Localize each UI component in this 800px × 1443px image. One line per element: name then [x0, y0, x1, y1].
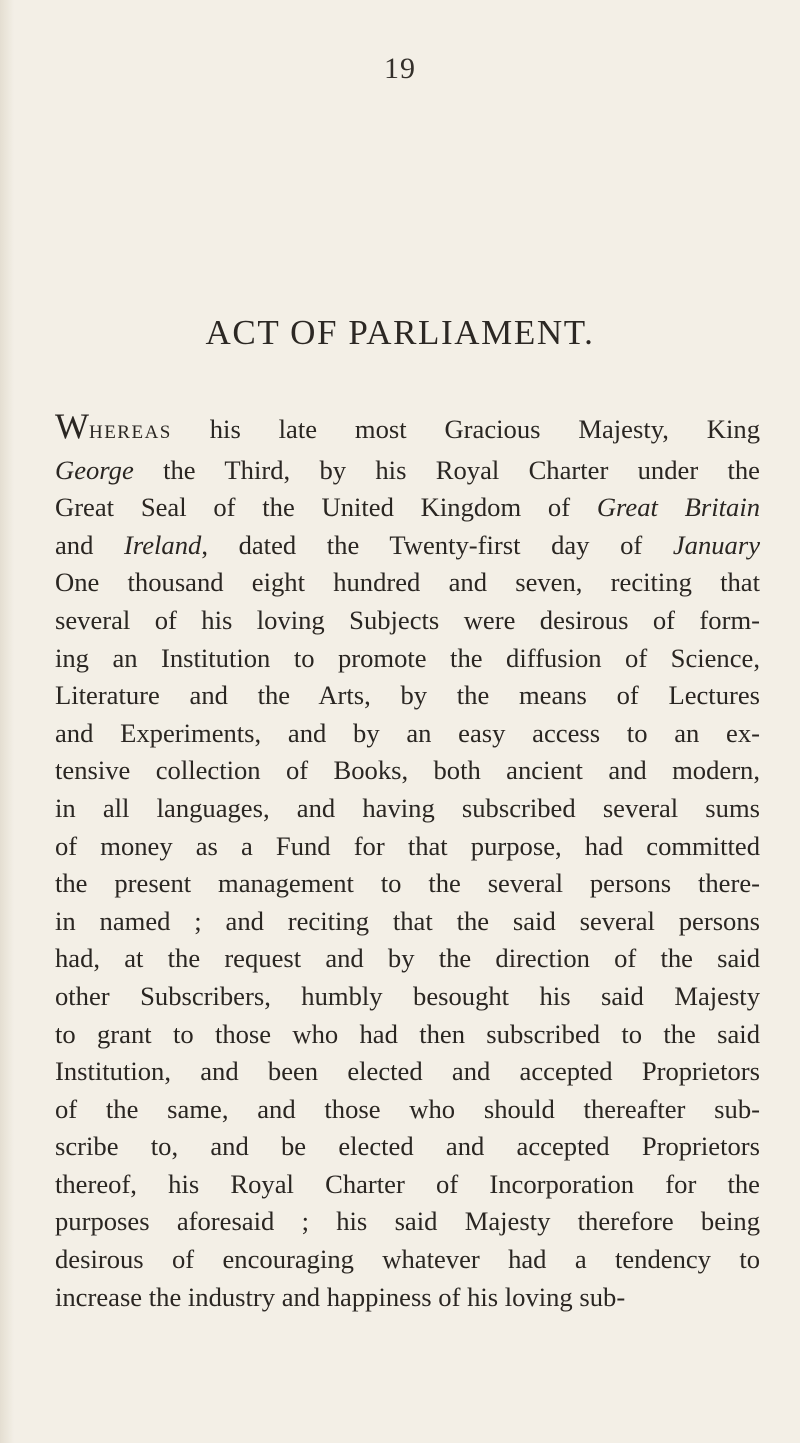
italic-text: Great Britain [596, 492, 760, 523]
paragraph-line: and Experiments, and by an easy access to an ex- [55, 717, 760, 748]
paragraph-line: to grant to those who had then subscribed to the said [55, 1018, 760, 1049]
paragraph-line [55, 527, 760, 565]
paragraph-line: tensive collection of Books, both ancient and modern, [55, 755, 760, 786]
paragraph-line: of money as a Fund for that purpose, had committed [55, 830, 760, 861]
italic-text: George [55, 454, 134, 485]
paragraph-line: had, at the request and by the direction of the said [55, 943, 760, 974]
paragraph-line: Institution, and been elected and accepted Proprietors [55, 1056, 760, 1087]
line-text: his late most Gracious Majesty, King [171, 414, 760, 444]
paragraph-line: ing an Institution to promote the diffusion of Science, [55, 642, 760, 673]
paragraph-line: in named ; and reciting that the said several persons [55, 905, 760, 936]
page-number: 19 [384, 52, 416, 85]
line-text: , dated the Twenty-first day of [201, 529, 673, 560]
paragraph-line: increase the industry and happiness of his loving sub- [55, 1281, 626, 1312]
italic-text: Ireland [124, 529, 202, 560]
line-text: Great Seal of the United Kingdom of [55, 492, 597, 523]
paragraph-line: the present management to the several persons there- [55, 868, 760, 899]
paragraph-line: of the same, and those who should thereafter sub- [55, 1093, 760, 1124]
paragraph-line: other Subscribers, humbly besought his said Majesty [55, 980, 760, 1011]
paragraph-line: One thousand eight hundred and seven, reciting that [55, 567, 760, 598]
drop-cap: W [55, 406, 89, 446]
paragraph-line [55, 489, 760, 527]
line-text: and [55, 529, 125, 560]
page-title: ACT OF PARLIAMENT. [205, 313, 595, 352]
italic-text: January [672, 529, 761, 560]
paragraph-line: thereof, his Royal Charter of Incorporation for the [55, 1168, 760, 1199]
paragraph-line: Literature and the Arts, by the means of Lectures [55, 680, 760, 711]
paragraph-line [55, 408, 760, 452]
paragraph-line: desirous of encouraging whatever had a tendency to [55, 1244, 760, 1275]
line-text: the Third, by his Royal Charter under the [133, 454, 760, 485]
paragraph-line: purposes aforesaid ; his said Majesty therefore being [55, 1206, 760, 1237]
act-paragraph [55, 408, 760, 1316]
paragraph-line: in all languages, and having subscribed several sums [55, 792, 760, 823]
page-edge-shadow [0, 0, 14, 1443]
small-caps-word: HEREAS [88, 422, 172, 443]
paragraph-line [55, 452, 760, 490]
paragraph-line: scribe to, and be elected and accepted Proprietors [55, 1131, 760, 1162]
paragraph-line: several of his loving Subjects were desirous of form- [55, 604, 760, 635]
